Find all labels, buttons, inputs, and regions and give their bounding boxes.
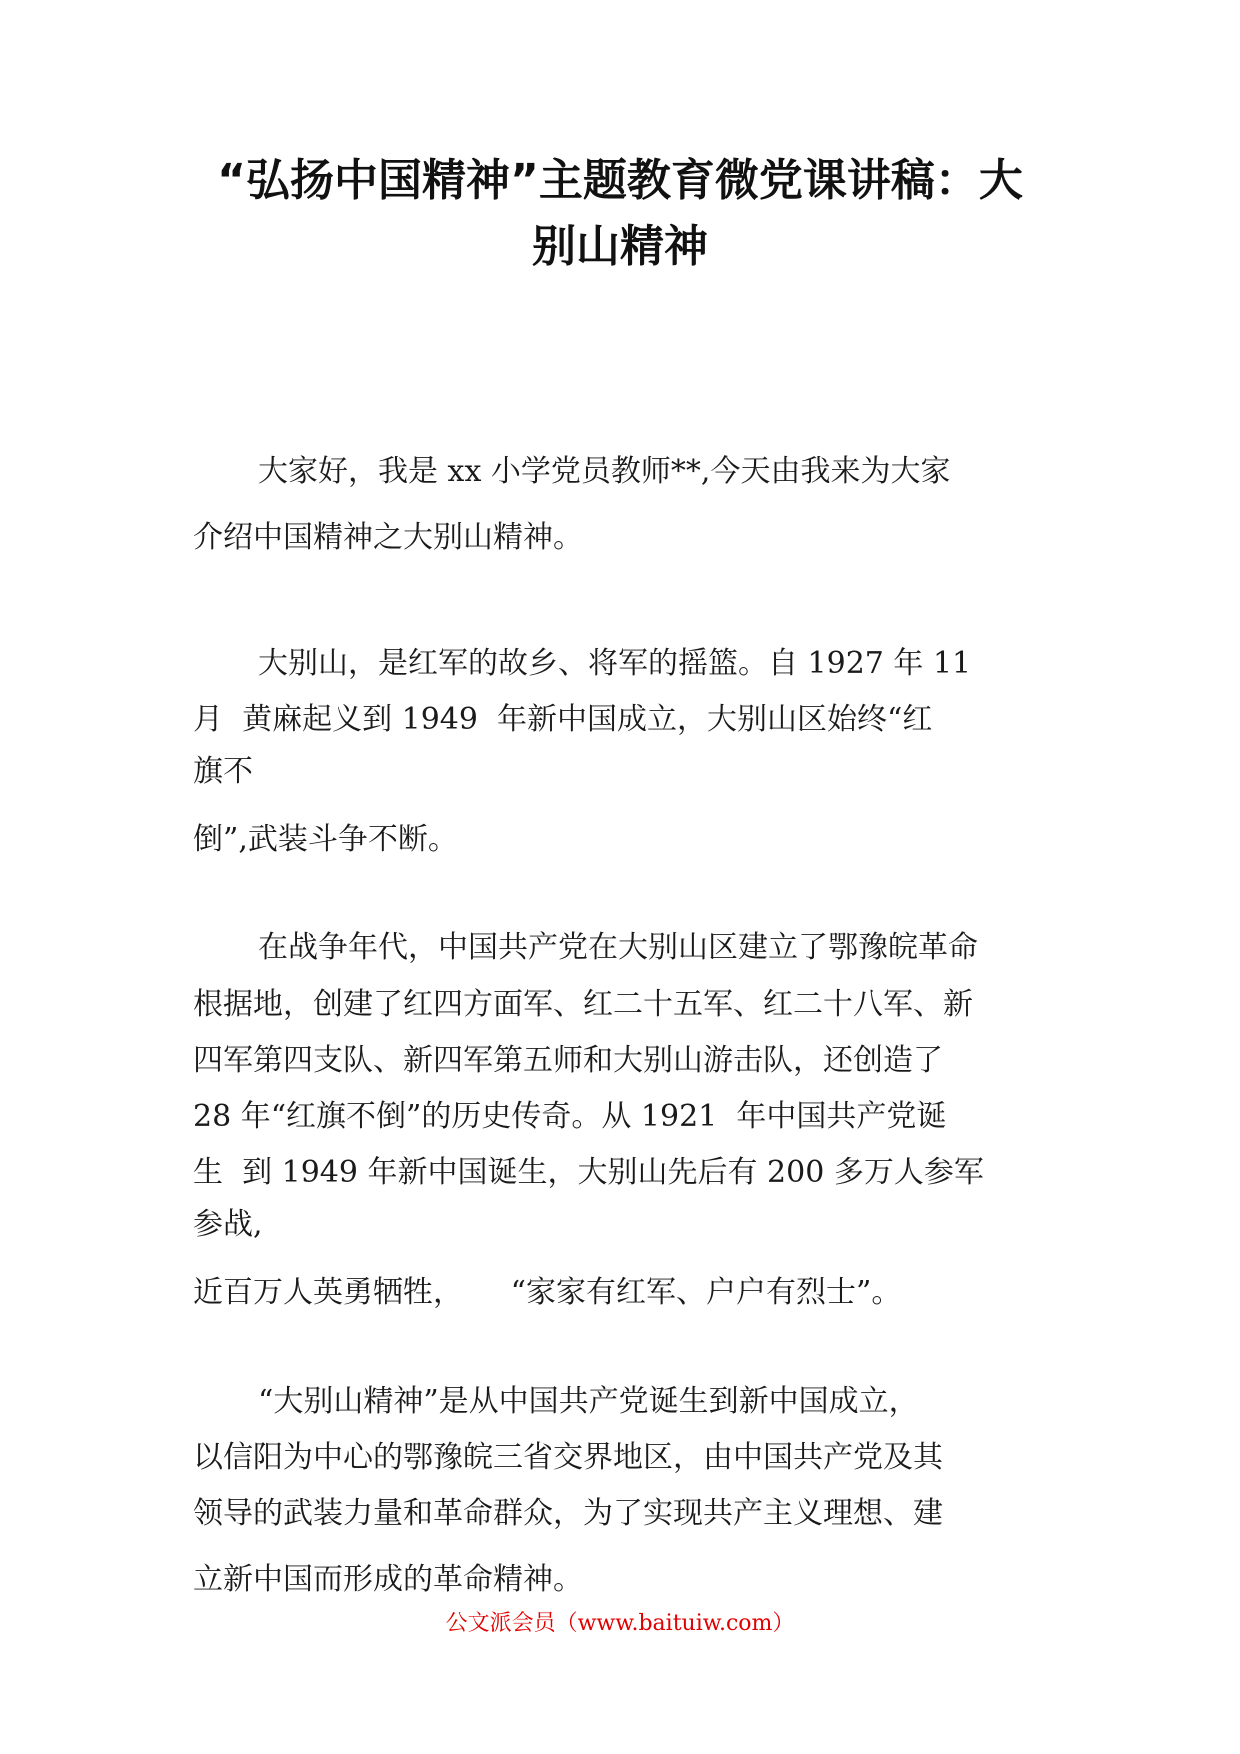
footer-watermark-text: 公文派会员（www.baituiw.com） [445, 1611, 795, 1636]
paragraph-4-line-3: 领导的武装力量和革命群众，为了实现共产主义理想、建 [193, 1496, 943, 1531]
paragraph-1-line-1: 大家好，我是 xx 小学党员教师**,今天由我来为大家 [258, 454, 951, 489]
paragraph-3-line-3: 四军第四支队、新四军第五师和大别山游击队，还创造了 [193, 1043, 943, 1078]
paragraph-2-line-3: 旗不 [193, 754, 253, 789]
title-line-1: “弘扬中国精神”主题教育微党课讲稿：大 [217, 155, 1023, 206]
paragraph-2-line-2: 月 黄麻起义到 1949 年新中国成立，大别山区始终“红 [193, 702, 933, 737]
paragraph-4-line-1: “大别山精神”是从中国共产党诞生到新中国成立， [258, 1384, 919, 1419]
paragraph-3-line-7: 近百万人英勇牺牲， “家家有红军、户户有烈士”。 [193, 1275, 902, 1310]
paragraph-1-line-2: 介绍中国精神之大别山精神。 [193, 520, 583, 555]
paragraph-3-line-2: 根据地，创建了红四方面军、红二十五军、红二十八军、新 [193, 987, 973, 1022]
paragraph-3-line-4: 28 年“红旗不倒”的历史传奇。从 1921 年中国共产党诞 [193, 1099, 947, 1134]
paragraph-3-line-6: 参战, [193, 1207, 263, 1242]
paragraph-2-line-1: 大别山，是红军的故乡、将军的摇篮。自 1927 年 11 [258, 646, 972, 681]
document-title [150, 148, 1090, 280]
paragraph-2-line-4: 倒”,武装斗争不断。 [193, 822, 458, 857]
paragraph-4-line-4: 立新中国而形成的革命精神。 [193, 1562, 583, 1597]
title-line-2: 别山精神 [532, 221, 708, 272]
paragraph-3-line-1: 在战争年代，中国共产党在大别山区建立了鄂豫皖革命 [258, 930, 978, 965]
paragraph-4-line-2: 以信阳为中心的鄂豫皖三省交界地区，由中国共产党及其 [193, 1440, 943, 1475]
paragraph-3-line-5: 生 到 1949 年新中国诞生，大别山先后有 200 多万人参军 [193, 1155, 984, 1190]
